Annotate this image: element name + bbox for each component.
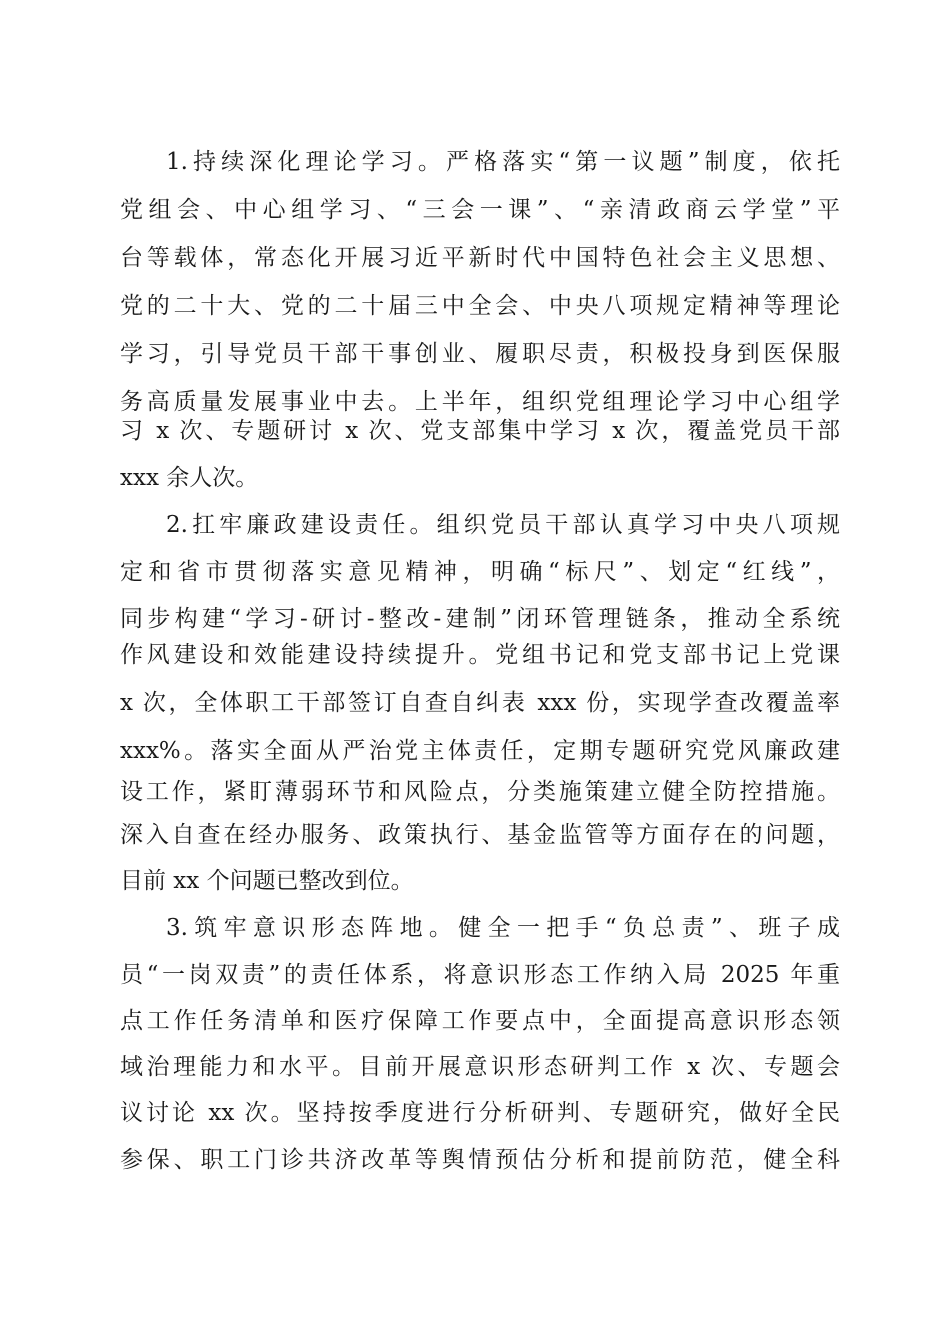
paragraph-1-line-6: 务高质量发展事业中去。上半年，组织党组理论学习中心组学	[120, 389, 840, 415]
paragraph-2-line-3: 同步构建“学习-研讨-整改-建制”闭环管理链条，推动全系统	[120, 606, 840, 632]
paragraph-2-line-4: 作风建设和效能建设持续提升。党组书记和党支部书记上党课	[120, 642, 840, 668]
paragraph-2-line-2: 定和省市贯彻落实意见精神，明确“标尺”、划定“红线”，	[120, 559, 840, 585]
paragraph-1-line-8: xxx 余人次。	[120, 465, 259, 491]
paragraph-2-line-7: 设工作，紧盯薄弱环节和风险点，分类施策建立健全防控措施。	[120, 779, 840, 805]
paragraph-2-line-1: 2.扛牢廉政建设责任。组织党员干部认真学习中央八项规	[166, 512, 840, 538]
paragraph-3-line-6: 参保、职工门诊共济改革等舆情预估分析和提前防范，健全科	[120, 1147, 840, 1173]
paragraph-1-line-4: 党的二十大、党的二十届三中全会、中央八项规定精神等理论	[120, 293, 840, 319]
paragraph-3-line-2: 员“一岗双责”的责任体系，将意识形态工作纳入局 2025 年重	[120, 962, 840, 988]
paragraph-1-line-1: 1.持续深化理论学习。严格落实“第一议题”制度，依托	[166, 149, 840, 175]
paragraph-1-line-3: 台等载体，常态化开展习近平新时代中国特色社会主义思想、	[120, 245, 840, 271]
paragraph-2-line-9: 目前 xx 个问题已整改到位。	[120, 868, 414, 894]
paragraph-2-line-8: 深入自查在经办服务、政策执行、基金监管等方面存在的问题，	[120, 822, 840, 848]
paragraph-1-line-5: 学习，引导党员干部干事创业、履职尽责，积极投身到医保服	[120, 341, 840, 367]
paragraph-3-line-4: 域治理能力和水平。目前开展意识形态研判工作 x 次、专题会	[120, 1054, 840, 1080]
paragraph-3-line-1: 3.筑牢意识形态阵地。健全一把手“负总责”、班子成	[166, 915, 840, 941]
paragraph-1-line-2: 党组会、中心组学习、“三会一课”、“亲清政商云学堂”平	[120, 197, 840, 223]
paragraph-3-line-5: 议讨论 xx 次。坚持按季度进行分析研判、专题研究，做好全民	[120, 1100, 840, 1126]
paragraph-2-line-6: xxx%。落实全面从严治党主体责任，定期专题研究党风廉政建	[120, 738, 840, 764]
paragraph-3-line-3: 点工作任务清单和医疗保障工作要点中，全面提高意识形态领	[120, 1008, 840, 1034]
paragraph-2-line-5: x 次，全体职工干部签订自查自纠表 xxx 份，实现学查改覆盖率	[120, 690, 840, 716]
paragraph-1-line-7: 习 x 次、专题研讨 x 次、党支部集中学习 x 次，覆盖党员干部	[120, 418, 840, 444]
